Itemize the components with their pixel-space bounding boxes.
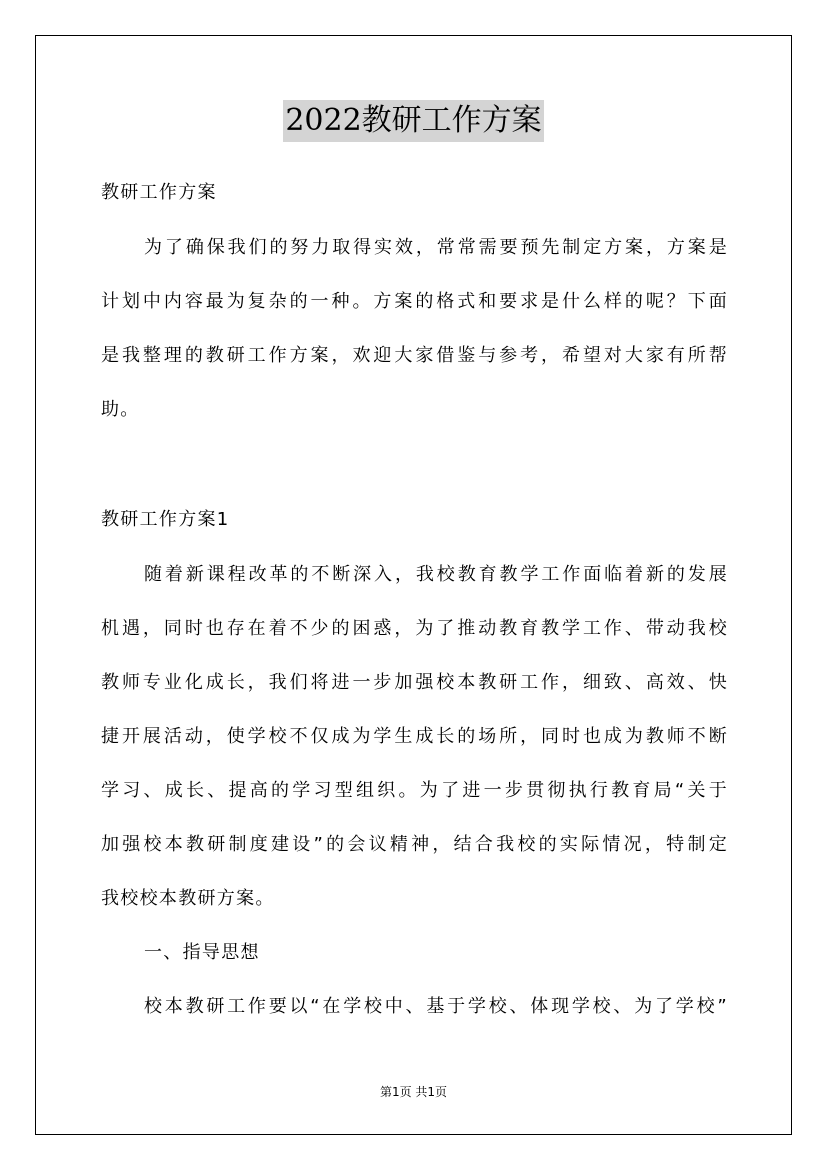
body-line-4: 捷开展活动，使学校不仅成为学生成长的场所，同时也成为教师不断: [101, 726, 728, 747]
section-text-line-1: 校本教研工作要以“在学校中、基于学校、体现学校、为了学校”: [144, 996, 728, 1017]
section-title-guiding-ideology: 一、指导思想: [144, 942, 260, 963]
plan-heading: 教研工作方案1: [101, 509, 230, 530]
body-line-3: 教师专业化成长，我们将进一步加强校本教研工作，细致、高效、快: [101, 672, 728, 693]
body-line-7: 我校校本教研方案。: [101, 888, 275, 909]
title-container: [0, 100, 827, 142]
body-line-2: 机遇，同时也存在着不少的困惑，为了推动教育教学工作、带动我校: [101, 618, 728, 639]
intro-line-4: 助。: [101, 399, 140, 420]
body-line-5: 学习、成长、提高的学习型组织。为了进一步贯彻执行教育局“关于: [101, 780, 728, 801]
body-line-6: 加强校本教研制度建设”的会议精神，结合我校的实际情况，特制定: [101, 834, 728, 855]
page-number: 第1页 共1页: [379, 1085, 448, 1099]
body-line-1: 随着新课程改革的不断深入，我校教育教学工作面临着新的发展: [144, 564, 728, 585]
section-heading: 教研工作方案: [101, 182, 217, 203]
intro-line-2: 计划中内容最为复杂的一种。方案的格式和要求是什么样的呢？下面: [101, 291, 728, 312]
intro-line-1: 为了确保我们的努力取得实效，常常需要预先制定方案，方案是: [144, 237, 728, 258]
intro-line-3: 是我整理的教研工作方案，欢迎大家借鉴与参考，希望对大家有所帮: [101, 345, 728, 366]
document-title: 2022教研工作方案: [283, 100, 543, 142]
